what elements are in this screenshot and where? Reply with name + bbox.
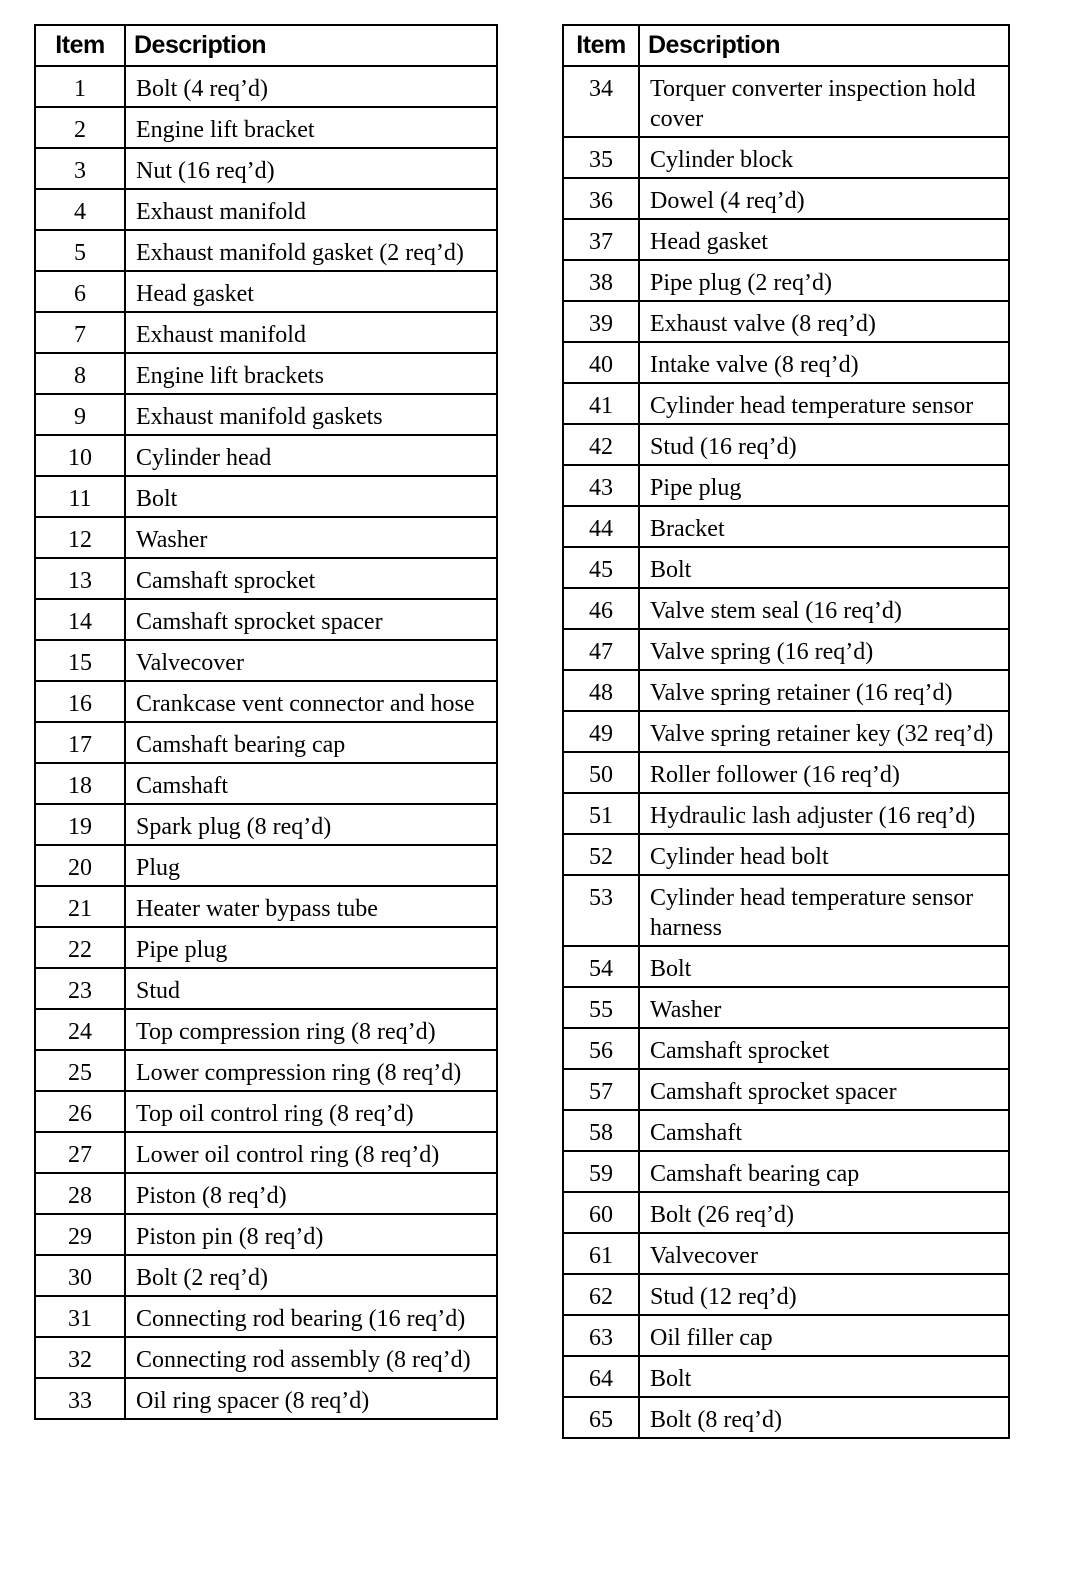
item-description: Cylinder head	[125, 435, 497, 476]
table-row	[563, 547, 1009, 588]
table-row	[563, 424, 1009, 465]
table-row	[563, 1192, 1009, 1233]
item-number: 32	[35, 1337, 125, 1378]
header-row	[563, 25, 1009, 66]
table-row	[35, 1132, 497, 1173]
item-number: 60	[563, 1192, 639, 1233]
table-row	[35, 1378, 497, 1419]
item-description: Connecting rod bearing (16 req’d)	[125, 1296, 497, 1337]
table-row	[563, 66, 1009, 137]
item-number: 36	[563, 178, 639, 219]
item-number: 18	[35, 763, 125, 804]
table-row	[35, 1173, 497, 1214]
item-number: 24	[35, 1009, 125, 1050]
table-row	[35, 517, 497, 558]
item-description: Exhaust manifold	[125, 312, 497, 353]
description-column-header: Description	[125, 25, 497, 66]
item-number: 43	[563, 465, 639, 506]
item-description: Bolt	[639, 547, 1009, 588]
item-description: Bracket	[639, 506, 1009, 547]
item-description: Oil filler cap	[639, 1315, 1009, 1356]
table-row	[35, 804, 497, 845]
table-row	[563, 342, 1009, 383]
table-row	[563, 946, 1009, 987]
item-description: Camshaft bearing cap	[639, 1151, 1009, 1192]
item-number: 23	[35, 968, 125, 1009]
item-number: 30	[35, 1255, 125, 1296]
item-number: 51	[563, 793, 639, 834]
table-row	[563, 219, 1009, 260]
item-number: 55	[563, 987, 639, 1028]
item-number: 58	[563, 1110, 639, 1151]
table-row	[563, 1356, 1009, 1397]
item-description: Torquer converter inspection hold cover	[639, 66, 1009, 137]
table-row	[563, 711, 1009, 752]
item-description: Crankcase vent connector and hose	[125, 681, 497, 722]
table-row	[35, 271, 497, 312]
table-row	[563, 670, 1009, 711]
item-number: 31	[35, 1296, 125, 1337]
item-description: Cylinder head bolt	[639, 834, 1009, 875]
item-number: 49	[563, 711, 639, 752]
item-description: Engine lift bracket	[125, 107, 497, 148]
table-row	[563, 1151, 1009, 1192]
table-row	[35, 886, 497, 927]
item-number: 7	[35, 312, 125, 353]
item-description: Camshaft	[125, 763, 497, 804]
item-description: Heater water bypass tube	[125, 886, 497, 927]
item-description: Bolt (2 req’d)	[125, 1255, 497, 1296]
table-row	[563, 752, 1009, 793]
item-description: Camshaft sprocket spacer	[125, 599, 497, 640]
item-number: 4	[35, 189, 125, 230]
item-description: Plug	[125, 845, 497, 886]
table-row	[563, 1315, 1009, 1356]
item-description: Camshaft bearing cap	[125, 722, 497, 763]
item-description: Exhaust manifold	[125, 189, 497, 230]
item-description: Head gasket	[639, 219, 1009, 260]
item-description: Camshaft sprocket	[639, 1028, 1009, 1069]
item-number: 38	[563, 260, 639, 301]
table-row	[563, 1274, 1009, 1315]
table-row	[35, 189, 497, 230]
table-row	[35, 1296, 497, 1337]
item-description: Connecting rod assembly (8 req’d)	[125, 1337, 497, 1378]
item-description: Roller follower (16 req’d)	[639, 752, 1009, 793]
table-row	[563, 301, 1009, 342]
item-number: 65	[563, 1397, 639, 1438]
item-number: 21	[35, 886, 125, 927]
item-number: 54	[563, 946, 639, 987]
item-description: Camshaft sprocket	[125, 558, 497, 599]
item-column-header: Item	[563, 25, 639, 66]
item-description: Bolt	[639, 1356, 1009, 1397]
item-number: 50	[563, 752, 639, 793]
table-row	[35, 640, 497, 681]
item-description: Cylinder block	[639, 137, 1009, 178]
item-description: Stud (16 req’d)	[639, 424, 1009, 465]
item-description: Pipe plug	[125, 927, 497, 968]
item-description: Oil ring spacer (8 req’d)	[125, 1378, 497, 1419]
item-number: 40	[563, 342, 639, 383]
table-row	[35, 476, 497, 517]
item-description: Lower oil control ring (8 req’d)	[125, 1132, 497, 1173]
item-number: 15	[35, 640, 125, 681]
item-number: 28	[35, 1173, 125, 1214]
item-number: 52	[563, 834, 639, 875]
table-row	[35, 599, 497, 640]
item-description: Bolt	[639, 946, 1009, 987]
item-number: 44	[563, 506, 639, 547]
item-description: Stud	[125, 968, 497, 1009]
description-column-header: Description	[639, 25, 1009, 66]
item-description: Washer	[125, 517, 497, 558]
item-number: 26	[35, 1091, 125, 1132]
item-number: 57	[563, 1069, 639, 1110]
table-row	[35, 927, 497, 968]
item-number: 10	[35, 435, 125, 476]
item-description: Bolt	[125, 476, 497, 517]
table-row	[35, 353, 497, 394]
item-description: Valve spring retainer (16 req’d)	[639, 670, 1009, 711]
item-column-header: Item	[35, 25, 125, 66]
item-number: 37	[563, 219, 639, 260]
item-description: Dowel (4 req’d)	[639, 178, 1009, 219]
item-number: 41	[563, 383, 639, 424]
table-row	[35, 312, 497, 353]
item-number: 27	[35, 1132, 125, 1173]
item-number: 6	[35, 271, 125, 312]
item-description: Bolt (8 req’d)	[639, 1397, 1009, 1438]
table-row	[35, 66, 497, 107]
table-row	[35, 1091, 497, 1132]
table-row	[563, 834, 1009, 875]
item-number: 48	[563, 670, 639, 711]
item-number: 53	[563, 875, 639, 946]
item-description: Pipe plug	[639, 465, 1009, 506]
item-number: 25	[35, 1050, 125, 1091]
item-description: Bolt (4 req’d)	[125, 66, 497, 107]
table-row	[35, 681, 497, 722]
item-number: 3	[35, 148, 125, 189]
table-row	[35, 1337, 497, 1378]
item-description: Cylinder head temperature sensor	[639, 383, 1009, 424]
item-description: Exhaust manifold gaskets	[125, 394, 497, 435]
table-row	[563, 1028, 1009, 1069]
table-row	[35, 1214, 497, 1255]
item-number: 63	[563, 1315, 639, 1356]
item-number: 56	[563, 1028, 639, 1069]
item-number: 61	[563, 1233, 639, 1274]
table-row	[35, 148, 497, 189]
item-number: 22	[35, 927, 125, 968]
item-number: 64	[563, 1356, 639, 1397]
item-description: Piston pin (8 req’d)	[125, 1214, 497, 1255]
item-number: 17	[35, 722, 125, 763]
table-row	[35, 1009, 497, 1050]
item-number: 46	[563, 588, 639, 629]
item-number: 13	[35, 558, 125, 599]
item-description: Exhaust valve (8 req’d)	[639, 301, 1009, 342]
table-row	[35, 230, 497, 271]
item-number: 29	[35, 1214, 125, 1255]
table-row	[563, 465, 1009, 506]
parts-table-right	[562, 24, 1010, 1439]
item-description: Cylinder head temperature sensor harness	[639, 875, 1009, 946]
table-row	[563, 506, 1009, 547]
table-row	[35, 968, 497, 1009]
item-number: 2	[35, 107, 125, 148]
table-row	[563, 383, 1009, 424]
table-row	[35, 394, 497, 435]
item-number: 8	[35, 353, 125, 394]
item-description: Valve spring (16 req’d)	[639, 629, 1009, 670]
item-description: Intake valve (8 req’d)	[639, 342, 1009, 383]
table-row	[563, 1110, 1009, 1151]
item-description: Piston (8 req’d)	[125, 1173, 497, 1214]
item-number: 42	[563, 424, 639, 465]
table-row	[563, 1069, 1009, 1110]
item-number: 12	[35, 517, 125, 558]
table-row	[563, 260, 1009, 301]
table-row	[563, 629, 1009, 670]
item-number: 39	[563, 301, 639, 342]
item-number: 47	[563, 629, 639, 670]
item-description: Spark plug (8 req’d)	[125, 804, 497, 845]
table-row	[35, 845, 497, 886]
item-description: Pipe plug (2 req’d)	[639, 260, 1009, 301]
table-row	[563, 1397, 1009, 1438]
item-number: 33	[35, 1378, 125, 1419]
table-row	[563, 588, 1009, 629]
table-row	[35, 558, 497, 599]
item-description: Valve spring retainer key (32 req’d)	[639, 711, 1009, 752]
item-number: 34	[563, 66, 639, 137]
item-number: 16	[35, 681, 125, 722]
item-description: Nut (16 req’d)	[125, 148, 497, 189]
item-description: Valve stem seal (16 req’d)	[639, 588, 1009, 629]
table-row	[563, 137, 1009, 178]
item-description: Hydraulic lash adjuster (16 req’d)	[639, 793, 1009, 834]
item-description: Lower compression ring (8 req’d)	[125, 1050, 497, 1091]
item-number: 5	[35, 230, 125, 271]
item-number: 14	[35, 599, 125, 640]
table-row	[35, 107, 497, 148]
table-row	[35, 1050, 497, 1091]
item-description: Exhaust manifold gasket (2 req’d)	[125, 230, 497, 271]
item-number: 59	[563, 1151, 639, 1192]
table-row	[35, 763, 497, 804]
item-number: 62	[563, 1274, 639, 1315]
header-row	[35, 25, 497, 66]
parts-table-left	[34, 24, 498, 1420]
item-description: Head gasket	[125, 271, 497, 312]
table-row	[563, 1233, 1009, 1274]
item-description: Bolt (26 req’d)	[639, 1192, 1009, 1233]
table-row	[35, 1255, 497, 1296]
item-number: 20	[35, 845, 125, 886]
table-row	[563, 987, 1009, 1028]
item-description: Stud (12 req’d)	[639, 1274, 1009, 1315]
item-number: 35	[563, 137, 639, 178]
item-description: Top compression ring (8 req’d)	[125, 1009, 497, 1050]
item-description: Washer	[639, 987, 1009, 1028]
item-number: 1	[35, 66, 125, 107]
item-number: 11	[35, 476, 125, 517]
item-description: Engine lift brackets	[125, 353, 497, 394]
item-number: 19	[35, 804, 125, 845]
table-row	[35, 722, 497, 763]
item-number: 45	[563, 547, 639, 588]
table-row	[563, 178, 1009, 219]
item-description: Camshaft sprocket spacer	[639, 1069, 1009, 1110]
table-row	[563, 875, 1009, 946]
item-number: 9	[35, 394, 125, 435]
table-row	[35, 435, 497, 476]
item-description: Top oil control ring (8 req’d)	[125, 1091, 497, 1132]
item-description: Camshaft	[639, 1110, 1009, 1151]
item-description: Valvecover	[125, 640, 497, 681]
item-description: Valvecover	[639, 1233, 1009, 1274]
table-row	[563, 793, 1009, 834]
